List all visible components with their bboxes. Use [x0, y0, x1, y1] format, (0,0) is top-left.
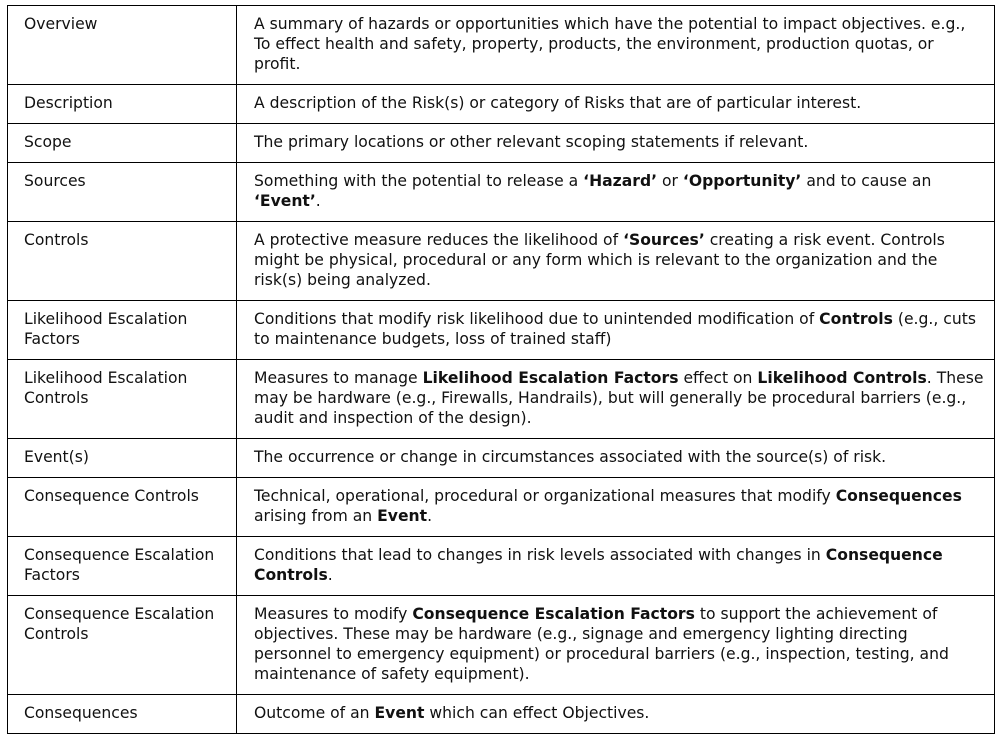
definition-text: which can effect Objectives.: [424, 704, 650, 722]
table-row: [8, 695, 995, 734]
term-cell: Description: [8, 85, 237, 124]
definition-text: creating a risk event. Controls might be physical, procedural or any form which is relevant to the organization and the risk(s) being analyzed.: [254, 231, 945, 289]
table-row: [8, 301, 995, 360]
term-cell: Consequence Escalation Controls: [8, 596, 237, 695]
table-row: [8, 6, 995, 85]
definition-text: The occurrence or change in circumstances associated with the source(s) of risk.: [254, 448, 887, 466]
definition-text: and to cause an: [801, 172, 932, 190]
table-row: [8, 163, 995, 222]
definition-text: effect on: [678, 369, 758, 387]
table-row: [8, 124, 995, 163]
definition-text: arising from an: [254, 507, 378, 525]
definition-text: Measures to manage: [254, 369, 423, 387]
definition-cell: [237, 439, 995, 478]
definition-bold-term: Consequence Escalation Factors: [412, 605, 695, 623]
term-cell: Scope: [8, 124, 237, 163]
table-row: [8, 478, 995, 537]
definition-bold-term: Likelihood Controls: [757, 369, 927, 387]
risk-definitions-table: [7, 5, 995, 734]
term-cell: Consequence Escalation Factors: [8, 537, 237, 596]
term-cell: Consequence Controls: [8, 478, 237, 537]
definition-text: (e.g., cuts to maintenance budgets, loss of trained staff): [254, 310, 976, 348]
table-row: [8, 439, 995, 478]
definition-text: A summary of hazards or opportunities which have the potential to impact objectives. e.g., To effect health and safety, property, products, the environment, production quotas, or profit.: [254, 15, 966, 73]
table-row: [8, 85, 995, 124]
definition-cell: [237, 695, 995, 734]
definition-text: Technical, operational, procedural or organizational measures that modify: [254, 487, 836, 505]
definition-text: Conditions that modify risk likelihood due to unintended modification of: [254, 310, 820, 328]
definition-bold-term: ‘Event’: [254, 192, 316, 210]
definition-bold-term: Consequences: [835, 487, 962, 505]
definition-text: A protective measure reduces the likelihood of: [254, 231, 624, 249]
risk-definitions-document: [7, 5, 995, 734]
table-row: [8, 360, 995, 439]
term-cell: Sources: [8, 163, 237, 222]
definition-cell: [237, 360, 995, 439]
definition-bold-term: ‘Sources’: [623, 231, 705, 249]
definition-cell: [237, 163, 995, 222]
definition-text: Something with the potential to release a: [254, 172, 584, 190]
definition-text: The primary locations or other relevant scoping statements if relevant.: [254, 133, 809, 151]
definition-text: A description of the Risk(s) or category of Risks that are of particular interest.: [254, 94, 862, 112]
definition-bold-term: Event: [374, 704, 425, 722]
definition-cell: [237, 6, 995, 85]
definition-cell: [237, 596, 995, 695]
table-row: [8, 222, 995, 301]
definition-cell: [237, 222, 995, 301]
definition-bold-term: Controls: [819, 310, 893, 328]
term-cell: Overview: [8, 6, 237, 85]
table-row: [8, 596, 995, 695]
definition-cell: [237, 301, 995, 360]
definition-text: .: [315, 192, 321, 210]
definition-bold-term: ‘Hazard’: [583, 172, 658, 190]
term-cell: Event(s): [8, 439, 237, 478]
definition-text: Measures to modify: [254, 605, 413, 623]
definition-bold-term: Likelihood Escalation Factors: [422, 369, 679, 387]
term-cell: Likelihood Escalation Factors: [8, 301, 237, 360]
definition-cell: [237, 537, 995, 596]
definition-bold-term: Event: [377, 507, 428, 525]
definition-cell: [237, 478, 995, 537]
definition-bold-term: ‘Opportunity’: [682, 172, 802, 190]
term-cell: Consequences: [8, 695, 237, 734]
definition-text: or: [657, 172, 683, 190]
definition-text: .: [327, 566, 333, 584]
term-cell: Likelihood Escalation Controls: [8, 360, 237, 439]
definition-bold-term: Consequence Controls: [254, 546, 943, 584]
definition-cell: [237, 124, 995, 163]
definition-text: . These may be hardware (e.g., Firewalls, Handrails), but will generally be procedural barriers (e.g., audit and inspection of the design).: [254, 369, 984, 427]
definition-text: .: [427, 507, 433, 525]
table-body: [8, 6, 995, 734]
definition-cell: [237, 85, 995, 124]
definition-text: Conditions that lead to changes in risk levels associated with changes in: [254, 546, 826, 564]
table-row: [8, 537, 995, 596]
term-cell: Controls: [8, 222, 237, 301]
definition-text: Outcome of an: [254, 704, 375, 722]
definition-text: to support the achievement of objectives. These may be hardware (e.g., signage and emergency lighting directing personnel to emergency equipment) or procedural barriers (e.g., inspection, testing, and maintenance of safety equipment).: [254, 605, 949, 683]
